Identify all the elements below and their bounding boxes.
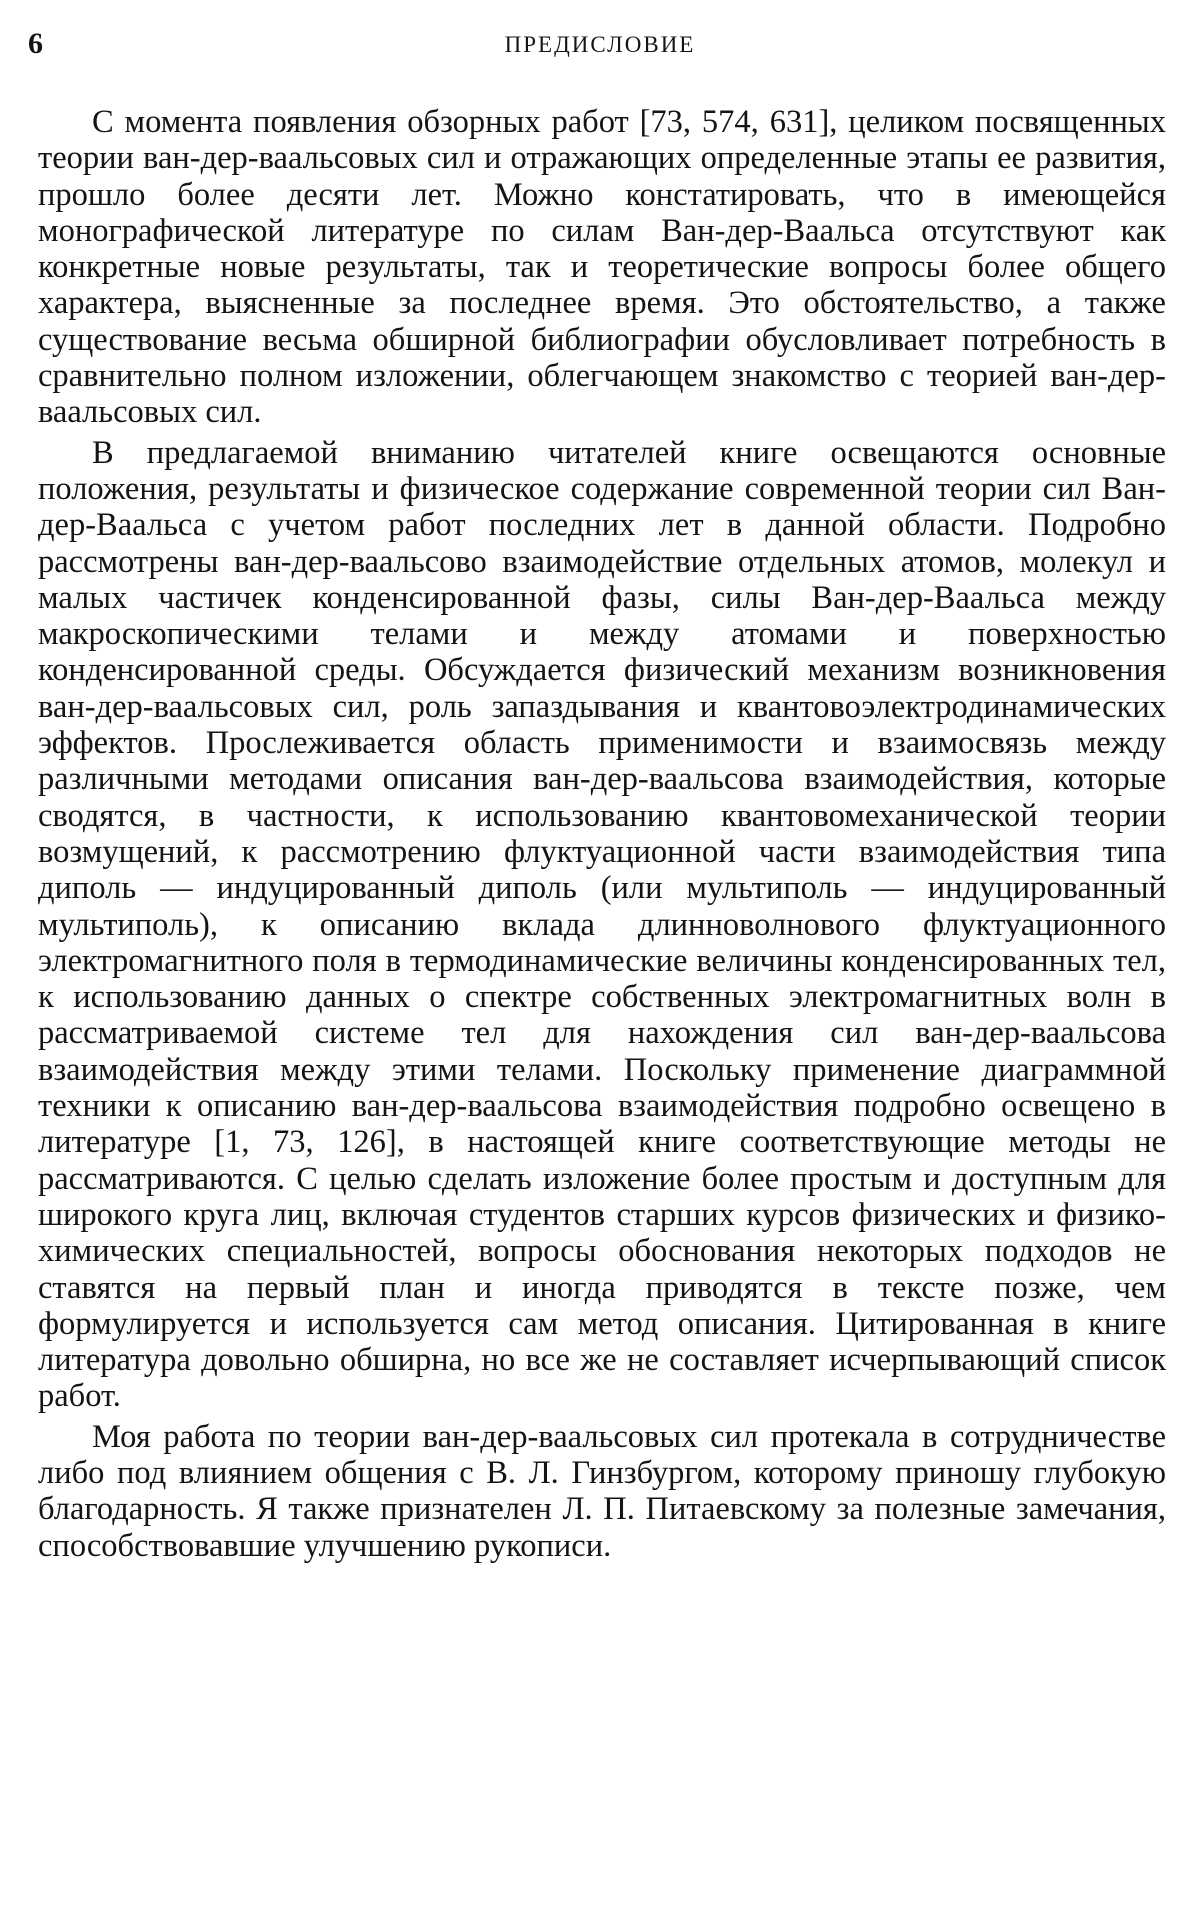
preface-body xyxy=(38,104,1166,1564)
page-number: 6 xyxy=(28,27,43,60)
paragraph-book-contents: В предлагаемой вниманию читателей книге освещаются основные положения, результаты и физическое содержание современной теории сил Ван-дер-Ваальса с учетом работ последних лет в данной области. Подробно рассмотрены ван-дер-ваальсово взаимодействие отдельных атомов, молекул и малых частичек конденсированной фазы, силы Ван-дер-Ваальса между макроскопическими телами и между атомами и поверхностью конденсированной среды. Обсуждается физический механизм возникновения ван-дер-ваальсовых сил, роль запаздывания и квантовоэлектродинамических эффектов. Прослеживается область применимости и взаимосвязь между различными методами описания ван-дер-ваальсова взаимодействия, которые сводятся, в частности, к использованию квантовомеханической теории возмущений, к рассмотрению флуктуационной части взаимодействия типа диполь — индуцированный диполь (или мультиполь — индуцированный мультиполь), к описанию вклада длинноволнового флуктуационного электромагнитного поля в термодинамические величины конденсированных тел, к использованию данных о спектре собственных электромагнитных волн в рассматриваемой системе тел для нахождения сил ван-дер-ваальсова взаимодействия между этими телами. Поскольку применение диаграммной техники к описанию ван-дер-ваальсова взаимодействия подробно освещено в литературе [1, 73, 126], в настоящей книге соответствующие методы не рассматриваются. С целью сделать изложение более простым и доступным для широкого круга лиц, включая студентов старших курсов физических и физико-химических специальностей, вопросы обоснования некоторых подходов не ставятся на первый план и иногда приводятся в тексте позже, чем формулируется и используется сам метод описания. Цитированная в книге литература довольно обширна, но все же не составляет исчерпывающий список работ. xyxy=(38,434,1166,1415)
paragraph-acknowledgements: Моя работа по теории ван-дер-ваальсовых сил протекала в сотрудничестве либо под влиянием общения с В. Л. Гинзбургом, которому приношу глубокую благодарность. Я также признателен Л. П. Питаевскому за полезные замечания, способствовавшие улучшению рукописи. xyxy=(38,1418,1166,1564)
running-head-title: ПРЕДИСЛОВИЕ xyxy=(504,32,696,57)
paragraph-intro: С момента появления обзорных работ [73, 574, 631], целиком посвященных теории ван-дер-ваальсовых сил и отражающих определенные этапы ее развития, прошло более десяти лет. Можно констатировать, что в имеющейся монографической литературе по силам Ван-дер-Ваальса отсутствуют как конкретные новые результаты, так и теоретические вопросы более общего характера, выясненные за последнее время. Это обстоятельство, а также существование весьма обширной библиографии обусловливает потребность в сравнительно полном изложении, облегчающем знакомство с теорией ван-дер-ваальсовых сил. xyxy=(38,104,1166,431)
